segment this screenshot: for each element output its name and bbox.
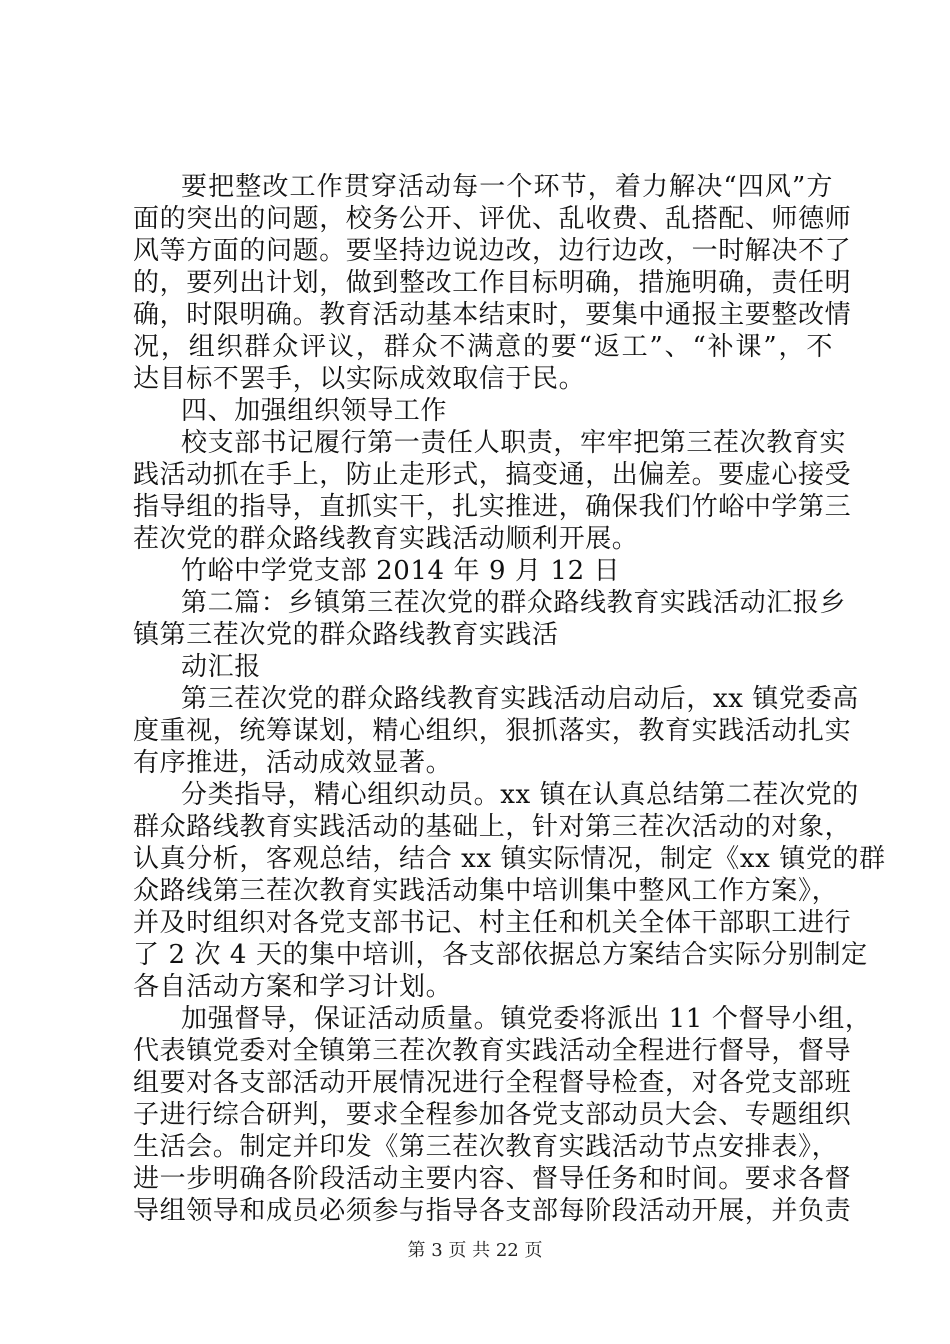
text-line: 子进行综合研判，要求全程参加各党支部动员大会、专题组织 (133, 1100, 852, 1130)
text-line: 代表镇党委对全镇第三茬次教育实践活动全程进行督导，督导 (133, 1036, 852, 1066)
signature-date: 竹峪中学党支部 2014 年 9 月 12 日 (181, 556, 621, 586)
text-line: 确，时限明确。教育活动基本结束时，要集中通报主要整改情 (133, 300, 852, 330)
text-line: 茬次党的群众路线教育实践活动顺利开展。 (133, 524, 639, 554)
text-line: 众路线第三茬次教育实践活动集中培训集中整风工作方案》， (133, 876, 839, 906)
text-line: 生活会。制定并印发《第三茬次教育实践活动节点安排表》， (133, 1132, 839, 1162)
text-line: 校支部书记履行第一责任人职责，牢牢把第三茬次教育实 (181, 428, 847, 458)
text-line: 各自活动方案和学习计划。 (133, 972, 453, 1002)
chapter-heading: 镇第三茬次党的群众路线教育实践活 (133, 620, 559, 650)
page-footer: 第 3 页 共 22 页 (407, 1240, 543, 1261)
text-line: 组要对各支部活动开展情况进行全程督导检查，对各党支部班 (133, 1068, 852, 1098)
text-line: 达目标不罢手，以实际成效取信于民。 (133, 364, 586, 394)
text-line: 进一步明确各阶段活动主要内容、督导任务和时间。要求各督 (133, 1164, 852, 1194)
text-line: 风等方面的问题。要坚持边说边改，边行边改，一时解决不了 (133, 236, 852, 266)
text-line: 面的突出的问题，校务公开、评优、乱收费、乱搭配、师德师 (133, 204, 852, 234)
text-line: 要把整改工作贯穿活动每一个环节，着力解决“四风”方 (181, 172, 833, 202)
text-line: 第三茬次党的群众路线教育实践活动启动后，xx 镇党委高 (181, 684, 859, 714)
text-line: 的，要列出计划，做到整改工作目标明确，措施明确，责任明 (133, 268, 852, 298)
text-line: 认真分析，客观总结，结合 xx 镇实际情况，制定《xx 镇党的群 (133, 844, 886, 874)
text-line: 度重视，统筹谋划，精心组织，狠抓落实，教育实践活动扎实 (133, 716, 852, 746)
text-line: 有序推进，活动成效显著。 (133, 748, 453, 778)
section-heading: 四、加强组织领导工作 (181, 396, 448, 426)
text-line: 践活动抓在手上，防止走形式，搞变通，出偏差。要虚心接受 (133, 460, 852, 490)
text-line: 导组领导和成员必须参与指导各支部每阶段活动开展，并负责 (133, 1196, 852, 1226)
text-line: 分类指导，精心组织动员。xx 镇在认真总结第二茬次党的 (181, 780, 859, 810)
text-line: 加强督导，保证活动质量。镇党委将派出 11 个督导小组， (181, 1004, 872, 1034)
text-line: 指导组的指导，直抓实干，扎实推进，确保我们竹峪中学第三 (133, 492, 852, 522)
text-line: 了 2 次 4 天的集中培训，各支部依据总方案结合实际分别制定 (133, 940, 868, 970)
chapter-heading: 动汇报 (181, 652, 261, 682)
text-line: 并及时组织对各党支部书记、村主任和机关全体干部职工进行 (133, 908, 852, 938)
chapter-heading: 第二篇：乡镇第三茬次党的群众路线教育实践活动汇报乡 (181, 588, 847, 618)
text-line: 况，组织群众评议，群众不满意的要“返工”、“补课”，不 (133, 332, 833, 362)
text-line: 群众路线教育实践活动的基础上，针对第三茬次活动的对象， (133, 812, 852, 842)
